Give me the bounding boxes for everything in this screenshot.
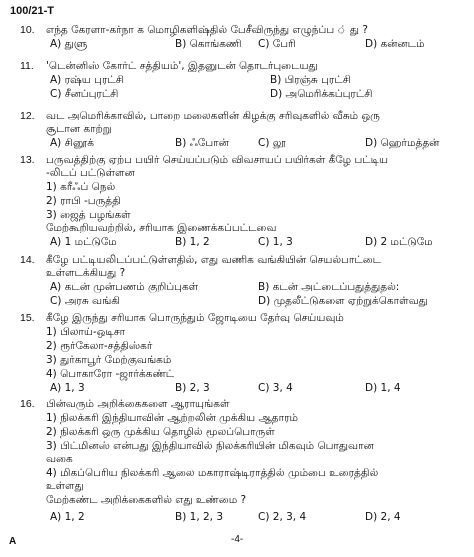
option-c[interactable]: C) 1, 3	[258, 236, 293, 248]
sub-item: 1) கரீஃப் நெல்	[46, 181, 116, 193]
sub-item: மேற்கண்ட அறிக்கைகளில் எது உண்மை ?	[46, 494, 247, 506]
question-number: 10.	[20, 24, 35, 36]
sub-item: 1) பிலாய்-ஒடிசா	[46, 326, 126, 338]
option-b[interactable]: B) ஃபோன்	[175, 137, 229, 149]
sub-item: 2) நிலக்கரி ஒரு முக்கிய தொழில் மூலப்பொருள்	[46, 426, 275, 438]
sub-item: 1) நிலக்கரி இந்தியாவின் ஆற்றலின் முக்கிய ஆதாரம்	[46, 412, 298, 424]
option-b[interactable]: B) 1, 2	[175, 236, 210, 248]
option-b[interactable]: B) பிரஞ்சு புரட்சி	[270, 74, 351, 86]
option-a[interactable]: A) ரஷ்ய புரட்சி	[50, 74, 124, 86]
option-a[interactable]: A) 1 மட்டுமே	[50, 236, 117, 248]
option-c[interactable]: C) 2, 3, 4	[258, 511, 307, 523]
option-c[interactable]: C) அரசு வங்கி	[50, 295, 120, 307]
sub-item: 2) ரூர்கேலா-சத்திஸ்கர்	[46, 340, 153, 352]
option-d[interactable]: D) 1, 4	[365, 382, 401, 394]
sub-item: 2) ராபி -பருத்தி	[46, 195, 121, 207]
sub-item: 3) ஜைத் பழங்கள்	[46, 209, 131, 221]
option-d[interactable]: D) அமெரிக்கப்புரட்சி	[270, 88, 373, 100]
footer-page-number: -4-	[231, 534, 244, 545]
option-c[interactable]: C) பேரி	[258, 38, 296, 50]
option-b[interactable]: B) 1, 2, 3	[175, 511, 224, 523]
option-b[interactable]: B) கடன் அட்டைப்பதுத்துதல்:	[258, 281, 400, 293]
question-text-line-2: உள்ளடக்கியது ?	[46, 267, 126, 279]
option-a[interactable]: A) சினூக்	[50, 137, 95, 149]
question-text: 'டென்னிஸ் கோர்ட் சத்தியம்', இதனுடன் தொடர்புடையது	[46, 60, 318, 72]
option-d[interactable]: D) 2 மட்டுமே	[365, 236, 433, 248]
question-number: 12.	[20, 110, 35, 122]
option-a[interactable]: A) துளு	[50, 38, 88, 50]
option-a[interactable]: A) கடன் முன்பணம் குறிப்புகள்	[50, 281, 199, 293]
question-text: கீழே இருந்து சரியாக பொருந்தும் ஜோடியை தேர்வு செய்யவும்	[46, 312, 344, 324]
question-text-line-1: வட அமெரிக்காவில், பாறை மலைகளின் கிழக்கு சரிவுகளில் வீசும் ஒரு	[46, 110, 380, 122]
option-b[interactable]: B) கொங்கணி	[175, 38, 242, 50]
option-d[interactable]: D) ஹெர்மத்தன்	[365, 137, 440, 149]
sub-item: மேற்கூறியவற்றில், சரியாக இணைக்கப்பட்டவை	[46, 222, 277, 234]
sub-item: 3) பிட்மினஸ் என்பது இந்தியாவில் நிலக்கரியின் மிகவும் பொதுவான	[46, 440, 374, 452]
question-text-line-2: சூடான காற்று	[46, 123, 112, 135]
option-d[interactable]: D) 2, 4	[365, 511, 401, 523]
option-c[interactable]: C) 3, 4	[258, 382, 293, 394]
question-number: 11.	[20, 60, 34, 72]
option-a[interactable]: A) 1, 2	[50, 511, 85, 523]
option-d[interactable]: D) கன்னடம்	[365, 38, 425, 50]
page-header-code: 100/21-T	[10, 5, 55, 17]
question-number: 13.	[20, 154, 35, 166]
option-b[interactable]: B) 2, 3	[175, 382, 210, 394]
option-c[interactable]: C) லூ	[258, 137, 286, 149]
question-text-line-1: பருவத்திற்கு ஏற்ப பயிர் செய்யப்படும் விவசாயப் பயிர்கள் கீழே பட்டிய	[46, 154, 388, 166]
question-text-line-2: -லிடப் பட்டுள்ளன	[46, 167, 135, 179]
question-number: 14.	[20, 254, 35, 266]
question-number: 15.	[20, 312, 35, 324]
question-number: 16.	[20, 398, 35, 410]
sub-item: வகை	[46, 453, 73, 465]
question-text: பின்வரும் அறிக்கைகளை ஆராயுங்கள்	[46, 398, 230, 410]
sub-item: 3) துர்காபூர் மேற்குவங்கம்	[46, 354, 172, 366]
sub-item: 4) மிகப்பெரிய நிலக்கரி ஆலை மகாராஷ்டிராத்தில் மும்பை உரைத்தில்	[46, 467, 379, 479]
option-d[interactable]: D) முதலீட்டுகளை ஏற்றுக்கொள்வது	[258, 295, 428, 307]
question-text-line-1: கீழே பட்டியலிடப்பட்டுள்ளதில், எது வணிக வங்கியின் செயல்பாட்டை	[46, 254, 381, 266]
sub-item: உள்ளது	[46, 480, 84, 492]
sub-item: 4) பொகாரோ -ஜார்க்கண்ட்	[46, 368, 175, 380]
footer-set-label: A	[9, 536, 17, 547]
option-c[interactable]: C) சீனப்புரட்சி	[50, 88, 119, 100]
option-a[interactable]: A) 1, 3	[50, 382, 85, 394]
question-text: எந்த கேரளா-கர்நா க மொழிகளிஷ்தில் பேசீவிருந்து எழுந்ப்ப ் து ?	[46, 24, 368, 36]
